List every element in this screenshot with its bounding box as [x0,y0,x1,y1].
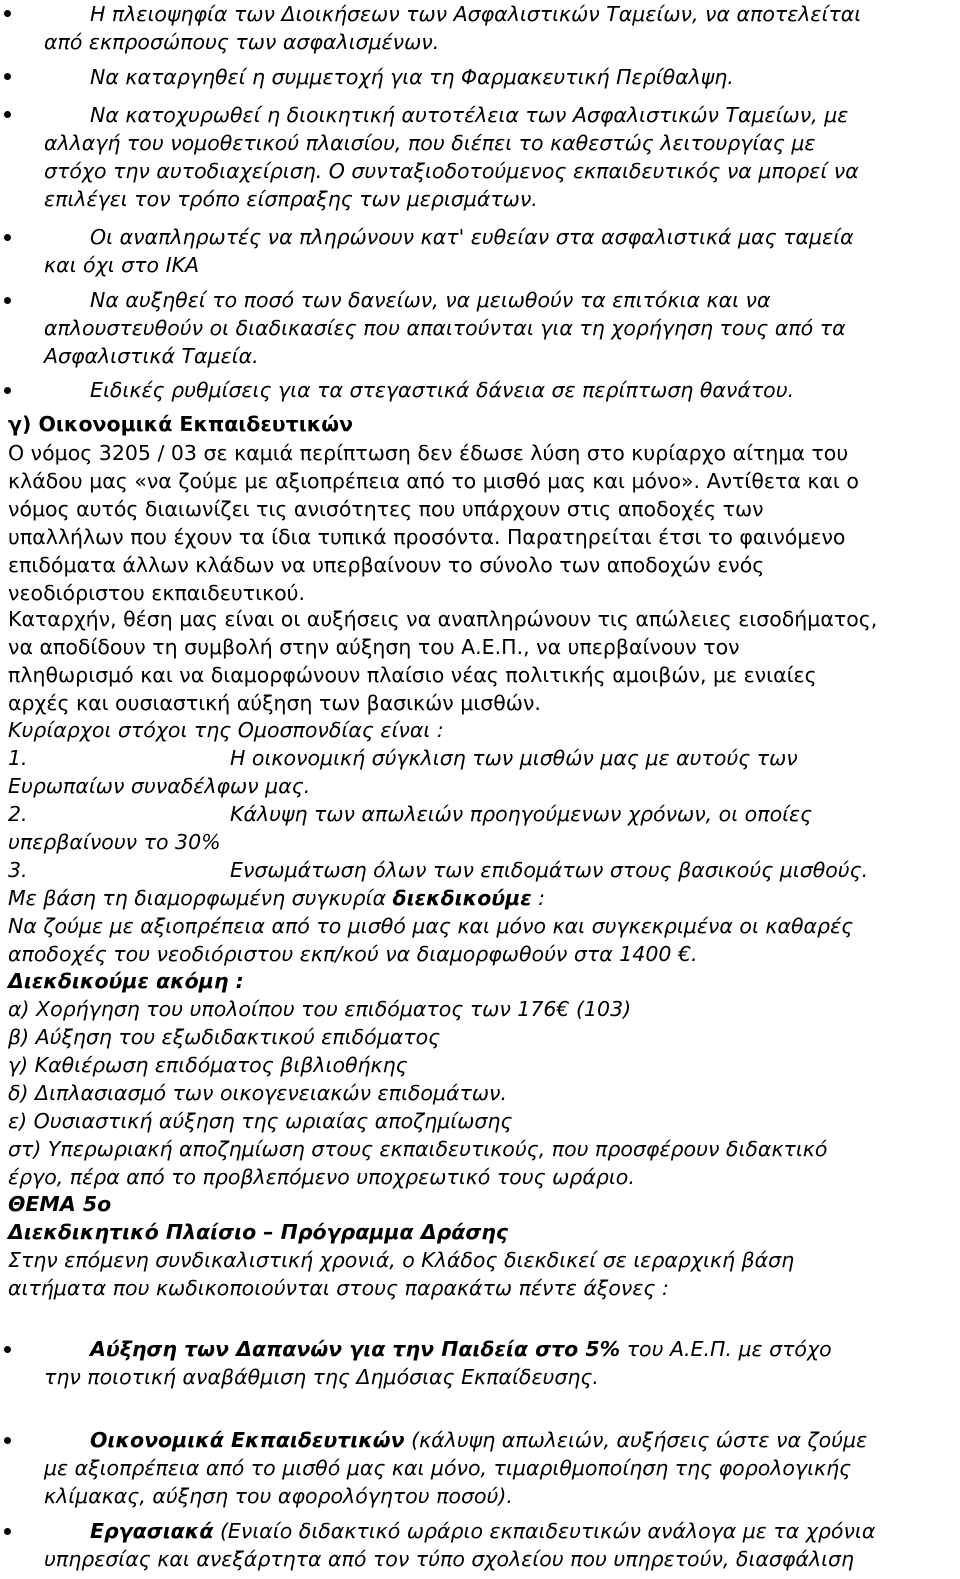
bullet-icon [4,10,11,17]
bullet-icon [4,1437,11,1444]
more-heading: Διεκδικούμε ακόμη : [8,969,244,993]
axis-text-cont: κλίμακας, αύξηση του αφορολόγητου ποσού). [44,1484,513,1508]
bullet-icon [4,1528,11,1535]
paragraph-line: αρχές και ουσιαστική αύξηση των βασικών μισθών. [8,691,541,715]
more-item: β) Αύξηση του εξωδιδακτικού επιδόματος [8,1025,441,1049]
axis-text-cont: με αξιοπρέπεια από το μισθό μας και μόνο, τιμαριθμοποίηση της φορολογικής [44,1456,852,1480]
bullet-text: Η πλειοψηφία των Διοικήσεων των Ασφαλιστικών Ταμείων, να αποτελείται [90,2,862,26]
paragraph-line: πληθωρισμό και να διαμορφώνουν πλαίσιο νέας πολιτικής αμοιβών, με ενιαίες [8,663,817,687]
bullet-icon [4,73,11,80]
goal-text-cont: Ευρωπαίων συναδέλφων μας. [8,774,311,798]
goals-intro: Κυρίαρχοι στόχοι της Ομοσπονδίας είναι : [8,718,444,742]
claim-text: αποδοχές του νεοδιόριστου εκπ/κού να διαμορφωθούν στα 1400 €. [8,942,698,966]
paragraph-line: υπαλλήλων που έχουν τα ίδια τυπικά προσόντα. Παρατηρείται έτσι το φαινόμενο [8,525,846,549]
bullet-icon [4,297,11,304]
goal-text: Κάλυψη των απωλειών προηγούμενων χρόνων, οι οποίες [230,802,813,826]
claim-text: Να ζούμε με αξιοπρέπεια από το μισθό μας και μόνο και συγκεκριμένα οι καθαρές [8,914,854,938]
bullet-text: Ασφαλιστικά Ταμεία. [44,344,259,368]
more-item: α) Χορήγηση του υπολοίπου του επιδόματος των 176€ (103) [8,997,632,1021]
paragraph-line: Στην επόμενη συνδικαλιστική χρονιά, ο Κλάδος διεκδικεί σε ιεραρχική βάση [8,1248,795,1272]
goal-number: 2. [8,802,28,826]
bullet-text: επιλέγει τον τρόπο είσπραξης των μερισμάτων. [44,187,538,211]
theme-title: ΘΕΜΑ 5ο [8,1192,112,1216]
bullet-text: Ειδικές ρυθμίσεις για τα στεγαστικά δάνεια σε περίπτωση θανάτου. [90,378,795,402]
more-item: δ) Διπλασιασμό των οικογενειακών επιδομάτων. [8,1081,508,1105]
axis-text: Οικονομικά Εκπαιδευτικών (κάλυψη απωλειών, αυξήσεις ώστε να ζούμε [90,1428,868,1452]
bullet-text: στόχο την αυτοδιαχείριση. Ο συνταξιοδοτούμενος εκπαιδευτικός να μπορεί να [44,159,859,183]
axis-text: Αύξηση των Δαπανών για την Παιδεία στο 5% του Α.Ε.Π. με στόχο [90,1337,832,1361]
goal-text: Η οικονομική σύγκλιση των μισθών μας με αυτούς των [230,746,798,770]
paragraph-line: επιδόματα άλλων κλάδων να υπερβαίνουν το σύνολο των αποδοχών ενός [8,553,765,577]
goal-number: 1. [8,746,28,770]
axis-text: Εργασιακά (Ενιαίο διδακτικό ωράριο εκπαιδευτικών ανάλογα με τα χρόνια [90,1519,876,1543]
bullet-text: Να αυξηθεί το ποσό των δανείων, να μειωθούν τα επιτόκια και να [90,288,771,312]
more-item: στ) Υπερωριακή αποζημίωση στους εκπαιδευτικούς, που προσφέρουν διδακτικό [8,1137,828,1161]
more-item: γ) Καθιέρωση επιδόματος βιβλιοθήκης [8,1053,408,1077]
paragraph-line: Ο νόμος 3205 / 03 σε καμιά περίπτωση δεν έδωσε λύση στο κυρίαρχο αίτημα του [8,441,849,465]
bullet-text: από εκπροσώπους των ασφαλισμένων. [44,30,440,54]
paragraph-line: νεοδιόριστου εκπαιδευτικού. [8,581,306,605]
bullet-text: Να καταργηθεί η συμμετοχή για τη Φαρμακευτική Περίθαλψη. [90,65,734,89]
claim-intro: Με βάση τη διαμορφωμένη συγκυρία διεκδικούμε : [8,886,546,910]
section-heading: γ) Οικονομικά Εκπαιδευτικών [8,412,354,436]
paragraph-line: κλάδου μας «να ζούμε με αξιοπρέπεια από το μισθό μας και μόνο». Αντίθετα και ο [8,469,859,493]
more-item: έργο, πέρα από το προβλεπόμενο υποχρεωτικό τους ωράριο. [8,1165,635,1189]
paragraph-line: αιτήματα που κωδικοποιούνται στους παρακάτω πέντε άξονες : [8,1276,669,1300]
bullet-text: απλουστευθούν οι διαδικασίες που απαιτούνται για τη χορήγηση τους από τα [44,316,846,340]
paragraph-line: νόμος αυτός διαιωνίζει τις ανισότητες που υπάρχουν στις αποδοχές των [8,497,764,521]
goal-text: Ενσωμάτωση όλων των επιδομάτων στους βασικούς μισθούς. [230,858,869,882]
theme-subtitle: Διεκδικητικό Πλαίσιο – Πρόγραμμα Δράσης [8,1220,509,1244]
bullet-text: Να κατοχυρωθεί η διοικητική αυτοτέλεια των Ασφαλιστικών Ταμείων, με [90,103,849,127]
bullet-text: Οι αναπληρωτές να πληρώνουν κατ' ευθείαν στα ασφαλιστικά μας ταμεία [90,225,854,249]
bullet-icon [4,234,11,241]
bullet-text: αλλαγή του νομοθετικού πλαισίου, που διέπει το καθεστώς λειτουργίας με [44,131,816,155]
goal-number: 3. [8,858,28,882]
bullet-icon [4,387,11,394]
more-item: ε) Ουσιαστική αύξηση της ωριαίας αποζημίωσης [8,1109,513,1133]
bullet-icon [4,111,11,118]
paragraph-line: να αποδίδουν τη συμβολή στην αύξηση του Α.Ε.Π., να υπερβαίνουν τον [8,635,740,659]
paragraph-line: Καταρχήν, θέση μας είναι οι αυξήσεις να αναπληρώνουν τις απώλειες εισοδήματος, [8,607,878,631]
bullet-text: και όχι στο ΙΚΑ [44,253,200,277]
axis-text-cont: την ποιοτική αναβάθμιση της Δημόσιας Εκπαίδευσης. [44,1365,599,1389]
goal-text-cont: υπερβαίνουν το 30% [8,830,221,854]
axis-text-cont: υπηρεσίας και ανεξάρτητα από τον τύπο σχολείου που υπηρετούν, διασφάλιση [44,1547,855,1571]
bullet-icon [4,1346,11,1353]
